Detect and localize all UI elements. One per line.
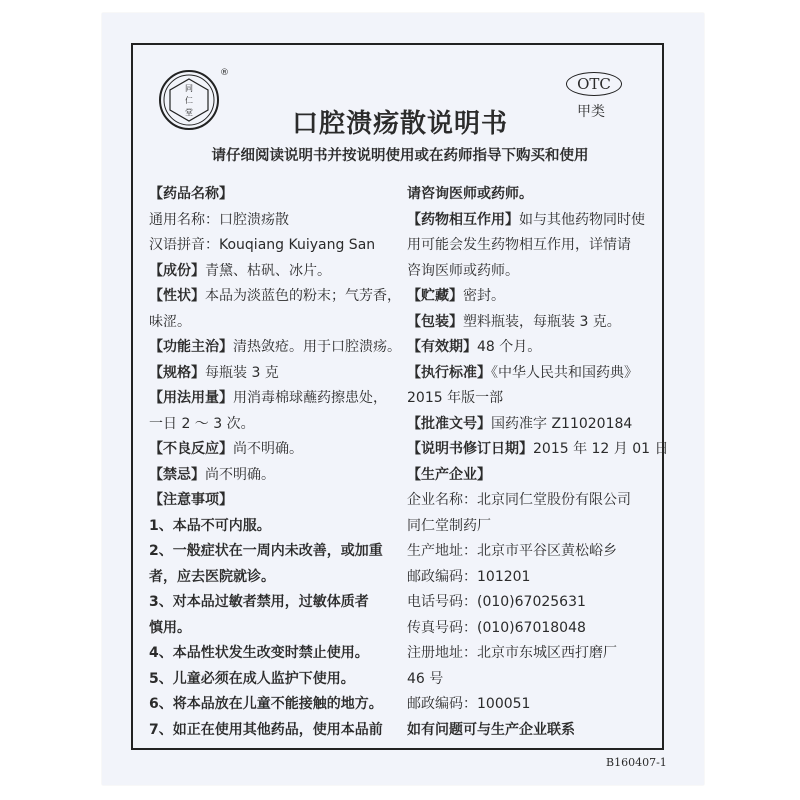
otc-badge: OTC	[566, 72, 622, 96]
line-text: 4、本品性状发生改变时禁止使用。	[149, 645, 369, 661]
section-label: 【药品名称】	[149, 186, 233, 202]
section-label: 【不良反应】	[149, 441, 233, 457]
print-code: B160407-1	[606, 756, 667, 769]
section-label: 【执行标准】	[407, 364, 491, 381]
text-line	[149, 488, 397, 514]
text-line	[149, 233, 397, 259]
line-text: 7、如正在使用其他药品，使用本品前	[149, 721, 383, 738]
line-text: 2、一般症状在一周内未改善，或加重	[149, 543, 383, 559]
line-text: 2015 年版一部	[407, 390, 504, 406]
line-text: 如有问题可与生产企业联系	[407, 721, 575, 738]
text-line	[149, 590, 397, 616]
text-line	[149, 310, 397, 336]
line-text: 同仁堂制药厂	[407, 517, 491, 534]
text-line	[407, 335, 659, 361]
text-line	[407, 463, 659, 489]
text-line	[149, 718, 397, 744]
text-line	[149, 259, 397, 285]
line-text: 《中华人民共和国药典》	[491, 364, 638, 381]
line-text: 46 号	[407, 670, 444, 687]
section-label: 【批准文号】	[407, 415, 491, 432]
line-text: 1、本品不可内服。	[149, 517, 271, 534]
text-line	[407, 437, 669, 463]
otc-class-label: 甲类	[577, 104, 605, 120]
line-text: 味涩。	[149, 313, 191, 330]
document-subtitle: 请仔细阅读说明书并按说明使用或在药师指导下购买和使用	[211, 148, 589, 164]
text-line	[149, 386, 397, 412]
section-label: 【贮藏】	[407, 288, 463, 304]
text-line	[407, 539, 659, 565]
section-label: 【生产企业】	[407, 466, 491, 483]
text-line	[407, 667, 659, 693]
text-line	[149, 667, 397, 693]
line-text: 电话号码：(010)67025631	[407, 594, 586, 610]
text-line	[149, 412, 397, 438]
text-line	[149, 514, 397, 540]
text-line	[407, 233, 659, 259]
text-line	[407, 259, 659, 285]
line-text: 本品为淡蓝色的粉末；气芳香，	[205, 288, 401, 304]
section-label: 【有效期】	[407, 339, 477, 355]
text-line	[149, 437, 397, 463]
text-line	[149, 539, 397, 565]
section-label: 【功能主治】	[149, 339, 233, 355]
section-label: 【禁忌】	[149, 466, 205, 483]
line-text: 用可能会发生药物相互作用，详情请	[407, 237, 631, 253]
line-text: 尚不明确。	[205, 466, 275, 483]
line-text: 通用名称：口腔溃疡散	[149, 211, 289, 228]
line-text: 邮政编码：100051	[407, 696, 531, 712]
line-text: 6、将本品放在儿童不能接触的地方。	[149, 696, 383, 712]
left-column	[149, 182, 401, 743]
text-line	[407, 565, 659, 591]
section-label: 【成份】	[149, 262, 205, 279]
text-line	[407, 386, 659, 412]
text-line	[407, 488, 659, 514]
line-text: 5、儿童必须在成人监护下使用。	[149, 670, 355, 687]
line-text: 2015 年 12 月 01 日	[533, 441, 669, 457]
line-text: 清热敛疮。用于口腔溃疡。	[233, 339, 401, 355]
line-text: 塑料瓶装，每瓶装 3 克。	[463, 313, 621, 330]
text-line	[407, 361, 659, 387]
line-text: 慎用。	[149, 619, 191, 636]
line-text: 者，应去医院就诊。	[149, 568, 275, 585]
line-text: 青黛、枯矾、冰片。	[205, 262, 331, 279]
right-column	[407, 182, 669, 743]
line-text: 咨询医师或药师。	[407, 262, 519, 279]
line-text: 密封。	[463, 288, 505, 304]
text-line	[407, 182, 659, 208]
text-line	[149, 182, 397, 208]
svg-text:同: 同	[185, 84, 193, 93]
text-line	[149, 335, 401, 361]
line-text: 每瓶装 3 克	[205, 364, 279, 381]
text-line	[149, 616, 397, 642]
section-label: 【药物相互作用】	[407, 211, 519, 228]
section-label: 【规格】	[149, 364, 205, 381]
text-line	[407, 412, 659, 438]
line-text: 注册地址：北京市东城区西打磨厂	[407, 645, 617, 661]
text-line	[407, 514, 659, 540]
text-line	[149, 463, 397, 489]
section-label: 【注意事项】	[149, 492, 233, 508]
svg-text:仁: 仁	[185, 96, 193, 105]
line-text: 如与其他药物同时使	[519, 211, 645, 228]
line-text: 汉语拼音：Kouqiang Kuiyang San	[149, 237, 376, 253]
text-line	[407, 641, 659, 667]
registered-mark: ®	[220, 68, 229, 78]
section-label: 【包装】	[407, 313, 463, 330]
line-text: 48 个月。	[477, 339, 542, 355]
line-text: 请咨询医师或药师。	[407, 186, 533, 202]
line-text: 生产地址：北京市平谷区黄松峪乡	[407, 543, 617, 559]
text-line	[407, 718, 659, 744]
line-text: 国药准字 Z11020184	[491, 415, 633, 432]
line-text: 用消毒棉球蘸药擦患处，	[233, 390, 387, 406]
text-line	[149, 284, 401, 310]
line-text: 3、对本品过敏者禁用，过敏体质者	[149, 594, 369, 610]
line-text: 邮政编码：101201	[407, 568, 531, 585]
line-text: 传真号码：(010)67018048	[407, 619, 586, 636]
text-line	[149, 361, 397, 387]
text-line	[407, 590, 659, 616]
document-title: 口腔溃疡散说明书	[291, 109, 508, 139]
svg-text:堂: 堂	[185, 108, 193, 117]
text-line	[149, 692, 397, 718]
text-line	[149, 641, 397, 667]
text-line	[407, 284, 659, 310]
text-line	[407, 310, 659, 336]
section-label: 【用法用量】	[149, 390, 233, 406]
text-line	[149, 565, 397, 591]
line-text: 企业名称：北京同仁堂股份有限公司	[407, 492, 631, 508]
text-line	[149, 208, 397, 234]
line-text: 尚不明确。	[233, 441, 303, 457]
line-text: 一日 2 ～ 3 次。	[149, 415, 255, 432]
section-label: 【性状】	[149, 288, 205, 304]
section-label: 【说明书修订日期】	[407, 441, 533, 457]
text-line	[407, 208, 659, 234]
text-line	[407, 616, 659, 642]
text-line	[407, 692, 659, 718]
